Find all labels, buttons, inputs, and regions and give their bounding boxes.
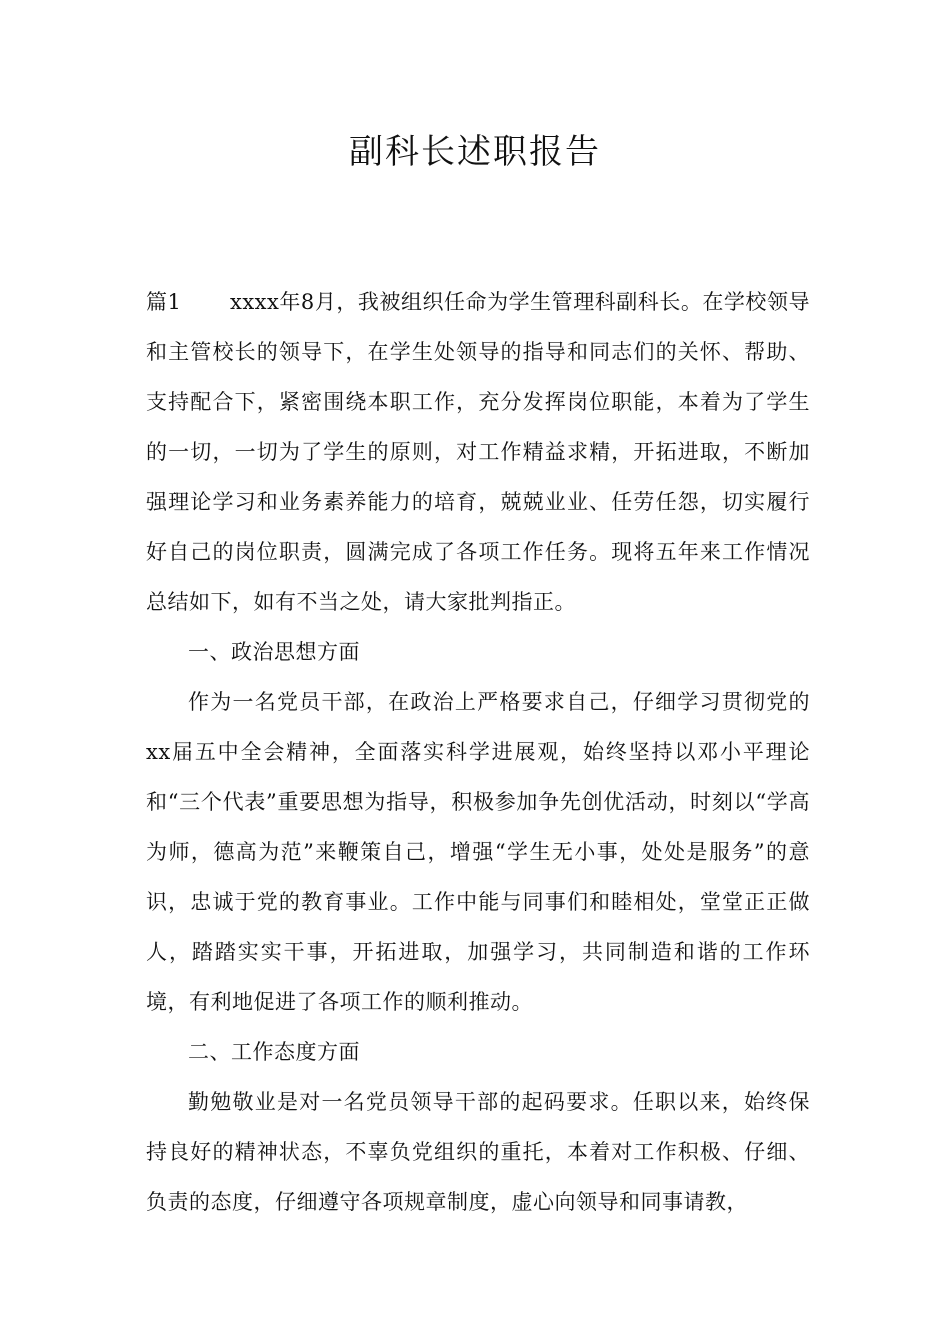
paragraph-politics: 作为一名党员干部，在政治上严格要求自己，仔细学习贯彻党的xx届五中全会精神，全面落实科学进展观，始终坚持以邓小平理论和“三个代表”重要思想为指导，积极参加争先创优活动，时刻以“学高为师，德高为范”来鞭策自己，增强“学生无小事，处处是服务”的意识，忠诚于党的教育事业。工作中能与同事们和睦相处，堂堂正正做人，踏踏实实干事，开拓进取，加强学习，共同制造和谐的工作环境，有利地促进了各项工作的顺利推动。	[146, 690, 810, 1014]
section-heading-politics: 一、政治思想方面	[188, 640, 360, 664]
paragraph-intro	[146, 277, 810, 627]
section-heading-attitude: 二、工作态度方面	[188, 1040, 360, 1064]
document-body	[146, 277, 810, 1227]
section-label: 篇1	[146, 290, 182, 314]
document-title: 副科长述职报告	[349, 132, 601, 172]
paragraph-text: xxxx年8月，我被组织任命为学生管理科副科长。在学校领导和主管校长的领导下，在学生处领导的指导和同志们的关怀、帮助、支持配合下，紧密围绕本职工作，充分发挥岗位职能，本着为了学生的一切，一切为了学生的原则，对工作精益求精，开拓进取，不断加强理论学习和业务素养能力的培育，兢兢业业、任劳任怨，切实履行好自己的岗位职责，圆满完成了各项工作任务。现将五年来工作情况总结如下，如有不当之处，请大家批判指正。	[146, 290, 810, 614]
paragraph-attitude: 勤勉敬业是对一名党员领导干部的起码要求。任职以来，始终保持良好的精神状态，不辜负党组织的重托，本着对工作积极、仔细、负责的态度，仔细遵守各项规章制度，虚心向领导和同事请教，	[146, 1090, 810, 1214]
